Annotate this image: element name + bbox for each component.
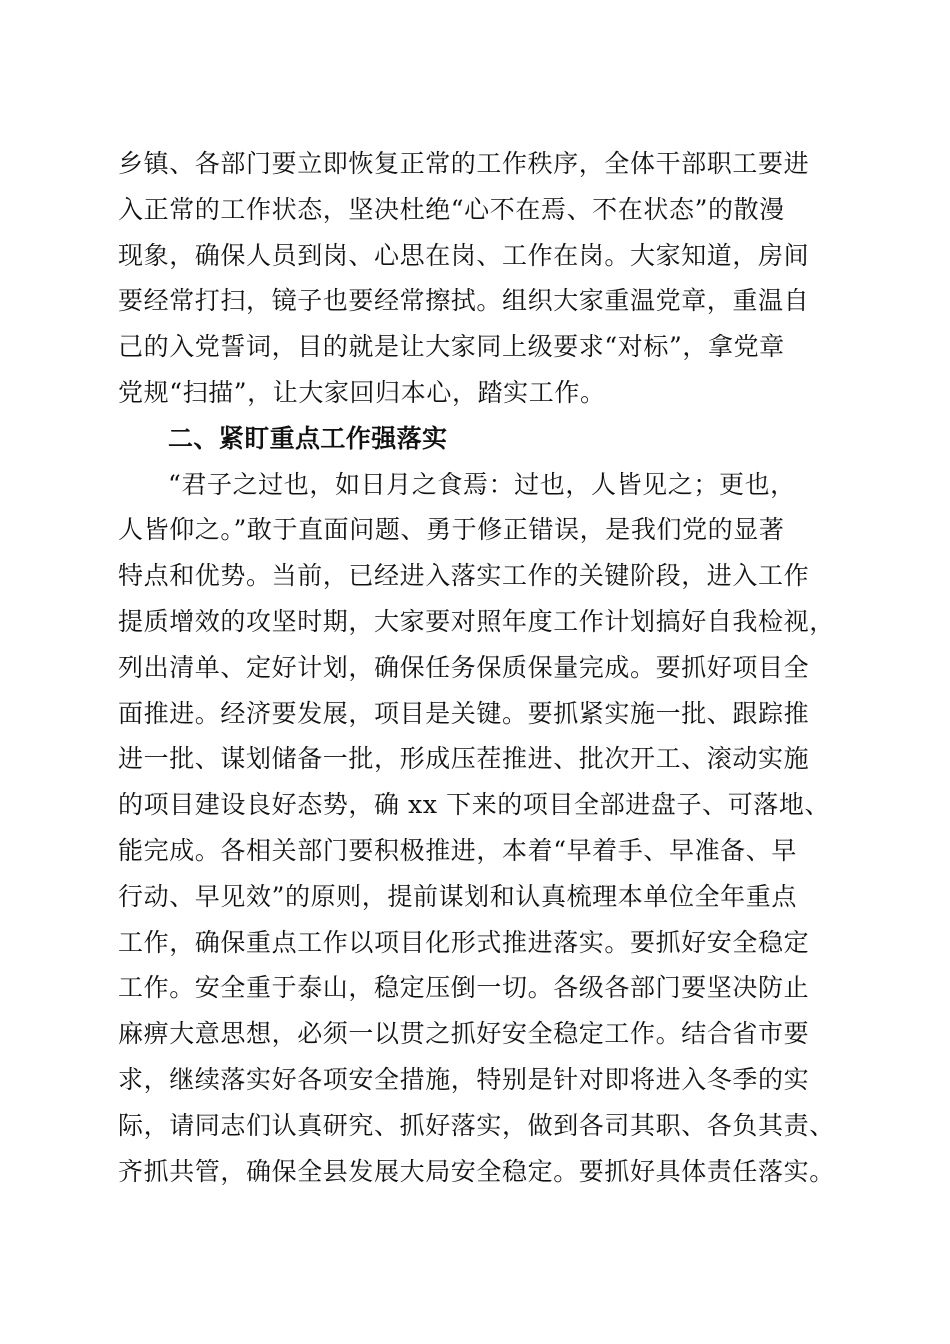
text-line: 入正常的工作状态，坚决杜绝“心不在焉、不在状态”的散漫 bbox=[118, 194, 785, 224]
text-line: 的项目建设良好态势，确 xx 下来的项目全部进盘子、可落地、 bbox=[118, 790, 831, 820]
text-line: 工作，确保重点工作以项目化形式推进落实。要抓好安全稳定 bbox=[118, 927, 810, 957]
paragraph-2 bbox=[118, 462, 858, 1195]
section-heading: 二、紧盯重点工作强落实 bbox=[168, 423, 448, 453]
text-line: “君子之过也，如日月之食焉：过也，人皆见之；更也， bbox=[168, 469, 796, 499]
text-line: 求，继续落实好各项安全措施，特别是针对即将进入冬季的实 bbox=[118, 1064, 810, 1094]
text-line: 工作。安全重于泰山，稳定压倒一切。各级各部门要坚决防止 bbox=[118, 973, 810, 1003]
text-line: 特点和优势。当前，已经进入落实工作的关键阶段，进入工作 bbox=[118, 561, 810, 591]
text-line: 现象，确保人员到岗、心思在岗、工作在岗。大家知道，房间 bbox=[118, 240, 810, 270]
text-line: 党规“扫描”，让大家回归本心，踏实工作。 bbox=[118, 377, 606, 407]
text-line: 要经常打扫，镜子也要经常擦拭。组织大家重温党章，重温自 bbox=[118, 286, 810, 316]
text-line: 列出清单、定好计划，确保任务保质保量完成。要抓好项目全 bbox=[118, 652, 810, 682]
text-line: 行动、早见效”的原则，提前谋划和认真梳理本单位全年重点 bbox=[118, 881, 797, 911]
text-line: 提质增效的攻坚时期，大家要对照年度工作计划搞好自我检视， bbox=[118, 606, 835, 636]
text-line: 麻痹大意思想，必须一以贯之抓好安全稳定工作。结合省市要 bbox=[118, 1019, 810, 1049]
text-line: 进一批、谋划储备一批，形成压茬推进、批次开工、滚动实施 bbox=[118, 744, 810, 774]
text-line: 际，请同志们认真研究、抓好落实，做到各司其职、各负其责、 bbox=[118, 1110, 835, 1140]
text-line: 齐抓共管，确保全县发展大局安全稳定。要抓好具体责任落实。 bbox=[118, 1156, 835, 1186]
paragraph-1 bbox=[118, 141, 858, 416]
text-line: 面推进。经济要发展，项目是关键。要抓紧实施一批、跟踪推 bbox=[118, 698, 810, 728]
text-line: 乡镇、各部门要立即恢复正常的工作秩序，全体干部职工要进 bbox=[118, 149, 810, 178]
text-line: 能完成。各相关部门要积极推进，本着“早着手、早准备、早 bbox=[118, 835, 797, 865]
text-line: 人皆仰之。”敢于直面问题、勇于修正错误，是我们党的显著 bbox=[118, 515, 785, 545]
text-line: 己的入党誓词，目的就是让大家同上级要求“对标”，拿党章 bbox=[118, 332, 785, 362]
document-body bbox=[118, 141, 858, 1194]
